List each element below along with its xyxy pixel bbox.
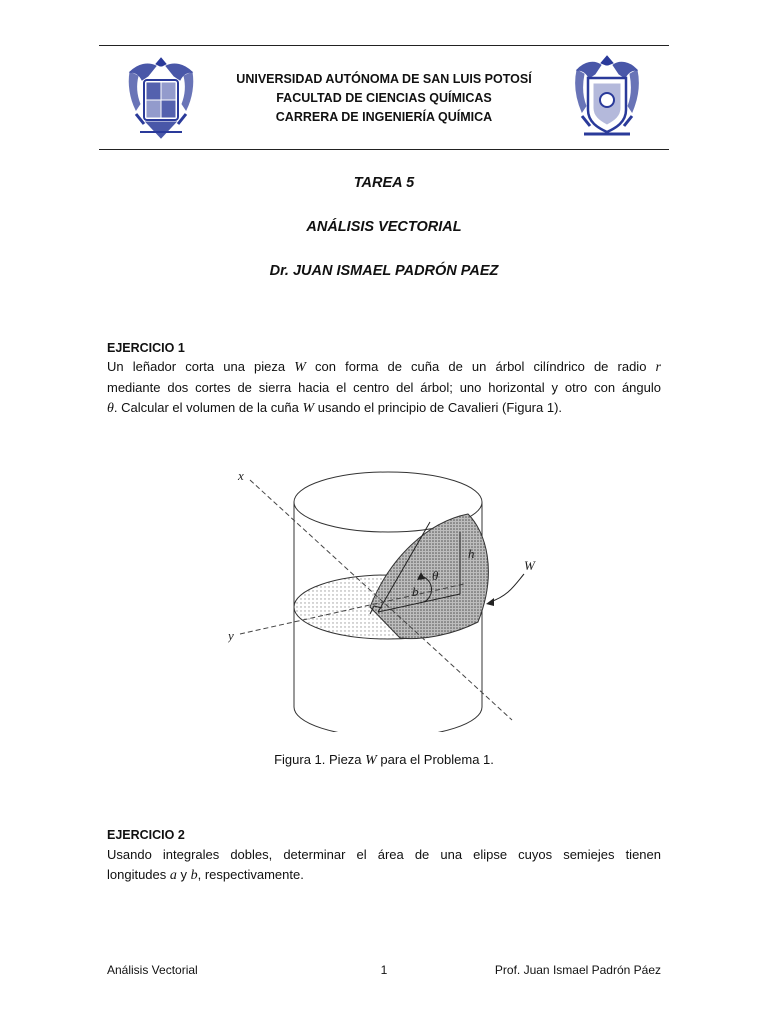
footer-course: Análisis Vectorial xyxy=(107,963,198,977)
text-run: longitudes xyxy=(107,867,170,882)
footer-page-number: 1 xyxy=(380,963,388,977)
text-run: usando el principio de Cavalieri (Figura 1). xyxy=(314,400,563,415)
text-run: para el Problema 1. xyxy=(376,752,494,767)
figure-caption xyxy=(0,752,768,769)
text-run: y xyxy=(176,867,191,882)
math-variable: W xyxy=(294,360,306,375)
w-pointer-arrow xyxy=(490,574,524,602)
faculty-name: FACULTAD DE CIENCIAS QUÍMICAS xyxy=(276,91,492,105)
text-run: , respectivamente. xyxy=(197,867,304,882)
exercise-1-line-3 xyxy=(107,398,661,419)
math-variable: W xyxy=(365,753,377,768)
exercise-2-line-1: Usando integrales dobles, determinar el área de una elipse cuyos semiejes tienen xyxy=(107,847,661,862)
label-y: y xyxy=(228,628,234,643)
exercise-1-text xyxy=(107,357,661,419)
cylinder-bottom-ellipse xyxy=(294,707,482,732)
program-name: CARRERA DE INGENIERÍA QUÍMICA xyxy=(275,110,493,124)
institution-header xyxy=(200,70,568,127)
exercise-1-heading: EJERCICIO 1 xyxy=(107,341,185,355)
header-bottom-rule xyxy=(99,149,669,150)
math-variable: W xyxy=(302,401,315,416)
math-variable: b xyxy=(190,868,198,883)
header-top-rule xyxy=(99,45,669,46)
exercise-2-line-2 xyxy=(107,865,661,886)
text-run: con forma de cuña de un árbol cilíndrico de radio xyxy=(305,359,656,374)
text-run: Figura 1. Pieza xyxy=(274,752,366,767)
assignment-title: TAREA 5 xyxy=(353,175,415,191)
exercise-1-line-1 xyxy=(107,357,661,378)
exercise-2-text xyxy=(107,845,661,886)
w-pointer-head xyxy=(486,598,494,606)
exercise-1-line-2: mediante dos cortes de sierra hacia el centro del árbol; uno horizontal y otro con ángulo xyxy=(107,380,661,395)
label-w: W xyxy=(524,558,535,573)
footer-professor: Prof. Juan Ismael Padrón Páez xyxy=(494,963,661,977)
university-crest-left-icon xyxy=(126,54,196,142)
math-variable: θ xyxy=(107,401,114,416)
math-variable: a xyxy=(169,868,177,883)
label-theta: θ xyxy=(432,568,439,583)
course-title: ANÁLISIS VECTORIAL xyxy=(306,219,462,235)
text-run: Un leñador corta una pieza xyxy=(107,359,295,374)
label-h: h xyxy=(468,546,475,561)
professor-title: Dr. JUAN ISMAEL PADRÓN PAEZ xyxy=(269,263,499,279)
text-run: . Calcular el volumen de la cuña xyxy=(113,400,303,415)
university-crest-right-icon xyxy=(572,54,642,142)
label-x: x xyxy=(238,468,244,483)
wedge-face xyxy=(370,514,488,639)
wedge-cylinder-figure xyxy=(228,462,544,732)
label-b: b xyxy=(412,584,419,599)
math-variable: r xyxy=(655,360,661,375)
university-name: UNIVERSIDAD AUTÓNOMA DE SAN LUIS POTOSÍ xyxy=(236,72,532,86)
exercise-2-heading: EJERCICIO 2 xyxy=(107,828,185,842)
